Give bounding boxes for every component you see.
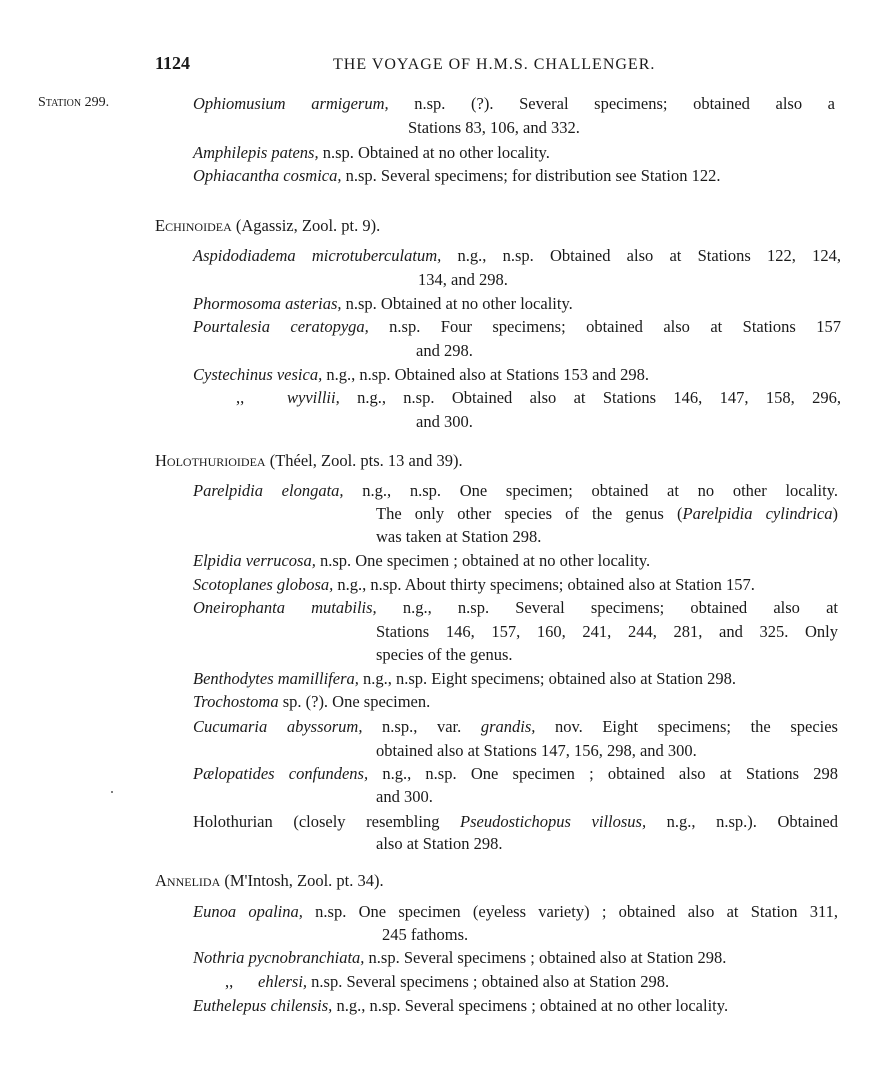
entry-scotoplanes: Scotoplanes globosa, n.g., n.sp. About thirty specimens; obtained also at Station 157. bbox=[193, 575, 755, 594]
ditto-mark-2: ,, bbox=[225, 972, 234, 991]
entry-benthodytes: Benthodytes mamillifera, n.g., n.sp. Eight specimens; obtained also at Station 298. bbox=[193, 669, 737, 688]
entry-paelopatides: Pælopatides confundens, n.g., n.sp. One specimen ; obtained also at Stations 298 bbox=[193, 764, 839, 783]
ditto-mark: ,, bbox=[236, 388, 245, 407]
page-number: 1124 bbox=[155, 53, 191, 73]
entry-amphilepis: Amphilepis patens, n.sp. Obtained at no other locality. bbox=[193, 143, 550, 162]
entry-parelpidia-cont2: was taken at Station 298. bbox=[376, 527, 542, 546]
entry-parelpidia-cont1: The only other species of the genus (Parelpidia cylindrica) bbox=[376, 504, 838, 523]
entry-phormosoma: Phormosoma asterias, n.sp. Obtained at no other locality. bbox=[193, 294, 573, 313]
entry-nothria: Nothria pycnobranchiata, n.sp. Several specimens ; obtained also at Station 298. bbox=[193, 948, 727, 967]
print-speck bbox=[111, 791, 113, 793]
entry-paelopatides-cont: and 300. bbox=[376, 787, 433, 806]
entry-ophiomusium-cont: Stations 83, 106, and 332. bbox=[408, 118, 580, 137]
entry-oneirophanta: Oneirophanta mutabilis, n.g., n.sp. Several specimens; obtained also at bbox=[193, 598, 839, 617]
entry-pourtalesia-cont: and 298. bbox=[416, 341, 473, 360]
entry-parelpidia: Parelpidia elongata, n.g., n.sp. One specimen; obtained at no other locality. bbox=[193, 481, 838, 500]
running-title: THE VOYAGE OF H.M.S. CHALLENGER. bbox=[333, 56, 656, 73]
heading-holothurioidea: Holothurioidea (Théel, Zool. pts. 13 and 39). bbox=[155, 451, 463, 470]
entry-ophiacantha: Ophiacantha cosmica, n.sp. Several specimens; for distribution see Station 122. bbox=[193, 166, 721, 185]
entry-cystechinus-wyvillii: wyvillii, n.g., n.sp. Obtained also at Stations 146, 147, 158, 296, bbox=[287, 388, 841, 407]
entry-cystechinus: Cystechinus vesica, n.g., n.sp. Obtained also at Stations 153 and 298. bbox=[193, 365, 649, 384]
entry-holothurian-cont: also at Station 298. bbox=[376, 834, 503, 853]
entry-eunoa: Eunoa opalina, n.sp. One specimen (eyeless variety) ; obtained also at Station 311, bbox=[193, 902, 839, 921]
entry-cucumaria-cont: obtained also at Stations 147, 156, 298, and 300. bbox=[376, 741, 697, 760]
entry-nothria-ehlersi: ehlersi, n.sp. Several specimens ; obtained also at Station 298. bbox=[258, 972, 670, 991]
entry-ophiomusium: Ophiomusium armigerum, n.sp. (?). Several specimens; obtained also a bbox=[193, 94, 835, 113]
entry-pourtalesia: Pourtalesia ceratopyga, n.sp. Four specimens; obtained also at Stations 157 bbox=[193, 317, 841, 336]
entry-eunoa-cont: 245 fathoms. bbox=[382, 925, 469, 944]
entry-cucumaria: Cucumaria abyssorum, n.sp., var. grandis, nov. Eight specimens; the species bbox=[193, 717, 838, 736]
entry-holothurian: Holothurian (closely resembling Pseudostichopus villosus, n.g., n.sp.). Obtained bbox=[193, 812, 838, 831]
entry-aspidodiadema-cont: 134, and 298. bbox=[418, 270, 508, 289]
entry-wyvillii-cont: and 300. bbox=[416, 412, 473, 431]
station-label: Station 299. bbox=[38, 95, 110, 110]
entry-aspidodiadema: Aspidodiadema microtuberculatum, n.g., n.sp. Obtained also at Stations 122, 124, bbox=[193, 246, 841, 265]
entry-elpidia: Elpidia verrucosa, n.sp. One specimen ; obtained at no other locality. bbox=[193, 551, 651, 570]
heading-annelida: Annelida (M'Intosh, Zool. pt. 34). bbox=[155, 871, 384, 890]
entry-euthelepus: Euthelepus chilensis, n.g., n.sp. Several specimens ; obtained at no other locality. bbox=[193, 996, 729, 1015]
entry-trochostoma: Trochostoma sp. (?). One specimen. bbox=[193, 692, 431, 711]
entry-oneirophanta-cont2: species of the genus. bbox=[376, 645, 513, 664]
entry-oneirophanta-cont1: Stations 146, 157, 160, 241, 244, 281, and 325. Only bbox=[376, 622, 838, 641]
heading-echinoidea: Echinoidea (Agassiz, Zool. pt. 9). bbox=[155, 216, 381, 235]
